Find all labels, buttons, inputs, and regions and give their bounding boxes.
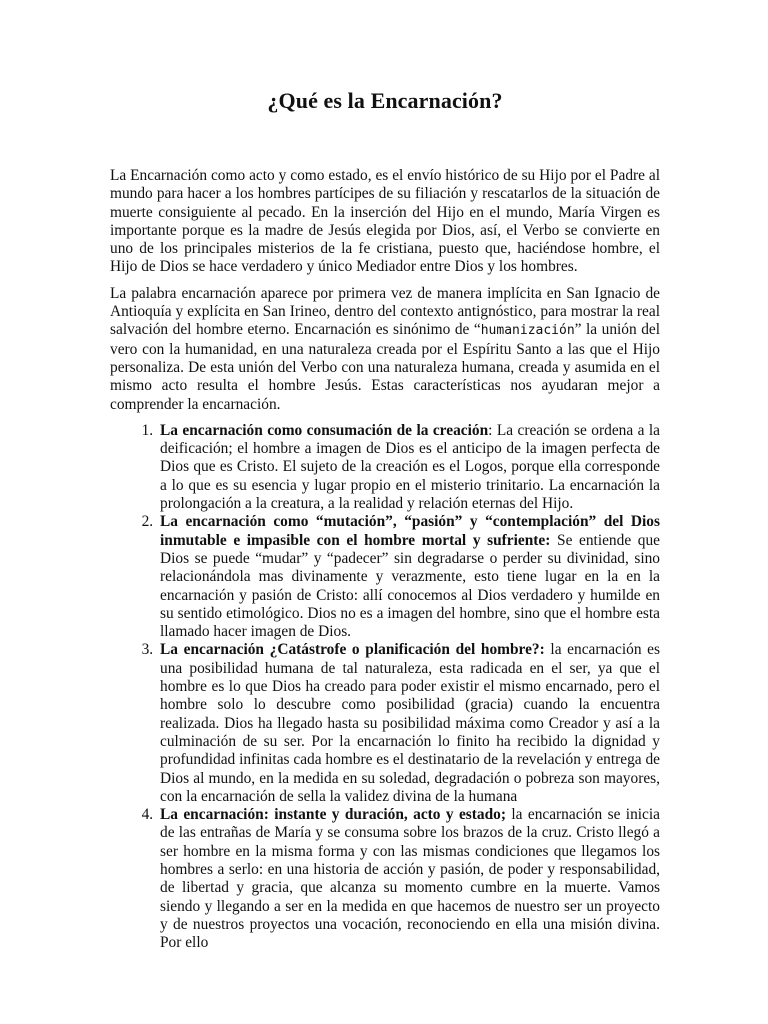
paragraph-intro: La Encarnación como acto y como estado, es el envío histórico de su Hijo por el Padre al mundo para hacer a los hombres partícipes de su filiación y rescatarlos de la situación de muerte consiguiente al pecado. En la inserción del Hijo en el mundo, María Virgen es importante porque es la madre de Jesús elegida por Dios, así, el Verbo se convierte en uno de los principales misterios de la fe cristiana, puesto que, haciéndose hombre, el Hijo de Dios se hace verdadero y único Mediador entre Dios y los hombres. (110, 167, 660, 276)
list-item-heading: La encarnación como “mutación”, “pasión” y “contemplación” del Dios inmutable e impasible con el hombre mortal y sufriente: (160, 513, 660, 549)
list-item-heading: La encarnación: instante y duración, acto y estado; (160, 806, 506, 824)
list-item-body: : La creación se ordena a la deificación; el hombre a imagen de Dios es el anticipo de la imagen perfecta de Dios que es Cristo. El sujeto de la creación es el Logos, porque ella corresponde a lo que es su esencia y lugar propio en el misterio trinitario. La encarnación la prolongación a la creatura, a la realidad y relación eternas del Hijo. (160, 421, 660, 513)
highlighted-term: humanización (480, 323, 575, 339)
paragraph-text: La palabra encarnación aparece por primera vez de manera implícita en San Ignacio de Antioquía y explícita en San Irineo, dentro del contexto antignóstico, para mostrar la real salvación del hombre eterno. Encarnación es sinónimo de “ (110, 284, 660, 339)
list-item-heading: La encarnación ¿Catástrofe o planificación del hombre?: (160, 641, 545, 659)
list-item (157, 641, 660, 806)
list-item (157, 806, 660, 952)
document-title: ¿Qué es la Encarnación? (267, 88, 503, 113)
list-item-body: la encarnación se inicia de las entrañas de María y se consuma sobre los brazos de la cruz. Cristo llegó a ser hombre en la misma forma y con las mismas condiciones que llegamos los hombres a serlo: en una historia de acción y pasión, de poder y responsabilidad, de libertad y gracia, que alcanza su momento cumbre en la muerte. Vamos siendo y llegando a ser en la medida en que hacemos de nuestro ser un proyecto y de nuestros proyectos una vocación, reconociendo en ella una misión divina. Por ello (160, 806, 660, 952)
paragraph-text: ” la unión del vero con la humanidad, en una naturaleza creada por el Espíritu Santo a las que el Hijo personaliza. De esta unión del Verbo con una naturaleza humana, creada y asumida en el mismo acto resulta el hombre Jesús. Estas características nos ayudaran mejor a comprender la encarnación. (110, 321, 660, 413)
numbered-list (110, 422, 660, 953)
list-item (157, 513, 660, 641)
list-item-heading: La encarnación como consumación de la creación (160, 421, 489, 439)
list-item-body: Se entiende que Dios se puede “mudar” y “padecer” sin degradarse o perder su divinidad, sino relacionándola mas divinamente y verazmente, esto tiene lugar en la en la encarnación y pasión de Cristo: allí conocemos al Dios verdadero y humilde en su sentido etimológico. Dios no es a imagen del hombre, sino que el hombre esta llamado hacer imagen de Dios. (160, 531, 660, 641)
list-item (157, 422, 660, 513)
list-item-body: la encarnación es una posibilidad humana de tal naturaleza, esta radicada en el ser, ya que el hombre es lo que Dios ha creado para poder existir el mismo encarnado, pero el hombre solo lo descubre como posibilidad (gracia) cuando la encuentra realizada. Dios ha llegado hasta su posibilidad máxima como Creador y así a la culminación de su ser. Por la encarnación lo finito ha recibido la dignidad y profundidad infinitas cada hombre es el destinatario de la revelación y entrega de Dios al mundo, en la medida en su soledad, degradación o pobreza son mayores, con la encarnación de sella la validez divina de la humana (160, 641, 660, 805)
paragraph-etymology (110, 285, 660, 414)
